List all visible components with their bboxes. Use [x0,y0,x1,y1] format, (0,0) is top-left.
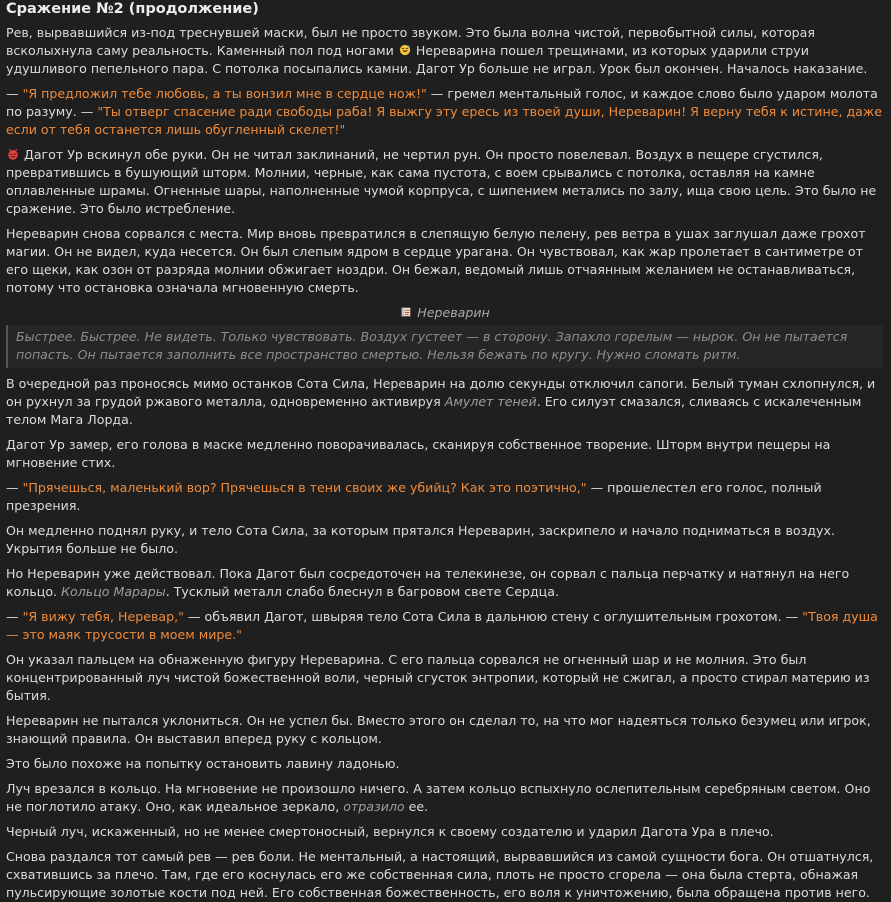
speech-quote: "Ты отверг спасение ради свободы раба! Я выжгу эту ересь из твоей души, Нереварин! Я верну тебя к истине, даже если от тебя останется лишь обугленный скелет!" [6,104,882,137]
paragraph: Нереварин снова сорвался с места. Мир вновь превратился в слепящую белую пелену, рев ветра в ушах заглушал даже грохот магии. Он не видел, куда несется. Он был слепым ядром в сердце урагана. Он чувствовал, как жар пролетает в сантиметре от его щеки, как озон от разряда молнии обжигает ноздри. Он бежал, ведомый лишь отчаянным желанием не останавливаться, потому что остановка означала мгновенную смерть. [6,226,866,295]
paragraph: Но Нереварин уже действовал. Пока Дагот был сосредоточен на телекинезе, он сорвал с пальца перчатку и натянул на него кольцо. Кольцо Марары. Тусклый металл слабо блеснул в багровом свете Сердца. [6,566,850,599]
paragraph: — "Прячешься, маленький вор? Прячешься в тени своих же убийц? Как это поэтично," — прошелестел его голос, полный презрения. [6,480,822,513]
paragraph: Он медленно поднял руку, и тело Сота Сила, за которым прятался Нереварин, заскрипело и начало подниматься в воздух. Укрытия больше не было. [6,523,835,556]
paragraph: Он указал пальцем на обнаженную фигуру Нереварина. С его пальца сорвался не огненный шар и не молния. Это был концентрированный луч чистой божественной воли, черный сгусток энтропии, который не сжигал, а просто стирал материю из бытия. [6,652,870,703]
paragraph: Снова раздался тот самый рев — рев боли. Не ментальный, а настоящий, вырвавшийся из самой сущности бога. Он отшатнулся, схватившись за плечо. Там, где его коснулась его же собственная сила, плоть не просто сгорела — она была стерта, обнажая пульсирующие золотые кости под ней. Его собственная божественность, его воля к уничтожению, была обращена против него. [6,849,874,900]
emphasized-word: отразило [343,799,405,814]
grinning-face-sweat-icon [398,44,412,56]
paragraph: Луч врезался в кольцо. На мгновение не произошло ничего. А затем кольцо вспыхнуло ослепительным серебряным светом. Оно не поглотило атаку. Оно, как идеальное зеркало, отразило ее. [6,781,871,814]
scroll-icon [399,306,413,318]
item-name: Кольцо Марары [61,584,166,599]
paragraph: Дагот Ур вскинул обе руки. Он не читал заклинаний, не чертил рун. Он просто повелевал. Воздух в пещере сгустился, превратившись в бушующий шторм. Молнии, черные, как сама пустота, с воем срывались с потолка, оставляя на камне оплавленные шрамы. Огненные шары, наполненные чумой корпруса, с шипением метались по залу, ища свою цель. Это было не сражение. Это было истребление. [6,147,877,216]
paragraph: — "Я предложил тебе любовь, а ты вонзил мне в сердце нож!" — гремел ментальный голос, и каждое слово было ударом молота по разуму. — "Ты отверг спасение ради свободы раба! Я выжгу эту ересь из твоей души, Нереварин! Я верну тебя к истине, даже если от тебя останется лишь обугленный скелет!" [6,86,882,137]
paragraph: — "Я вижу тебя, Неревар," — объявил Дагот, швыряя тело Сота Сила в дальнюю стену с оглушительным грохотом. — "Твоя душа — это маяк трусости в моем мире." [6,609,878,642]
paragraph: Дагот Ур замер, его голова в маске медленно поворачивалась, сканируя собственное творение. Шторм внутри пещеры на мгновение стих. [6,437,831,470]
speech-quote: "Твоя душа — это маяк трусости в моем мире." [6,609,878,642]
item-name: Амулет теней [444,394,537,409]
paragraph: Черный луч, искаженный, но не менее смертоносный, вернулся к своему создателю и ударил Дагота Ура в плечо. [6,824,774,839]
paragraph: Рев, вырвавшийся из-под треснувшей маски, был не просто звуком. Это была волна чистой, первобытной силы, которая всколыхнула саму реальность. Каменный пол под ногами Нереварина пошел трещинами, из которых ударили струи удушливого пепельного пара. С потолка посыпались камни. Дагот Ур больше не играл. Урок был окончен. Началось наказание. [6,25,868,76]
paragraph: Это было похоже на попытку остановить лавину ладонью. [6,756,400,771]
quote-attribution: Нереварин [6,304,883,322]
speech-quote: "Прячешься, маленький вор? Прячешься в тени своих же убийц? Как это поэтично," [22,480,587,495]
speech-quote: "Я вижу тебя, Неревар," [22,609,184,624]
inner-monologue-quote: Быстрее. Быстрее. Не видеть. Только чувствовать. Воздух густеет — в сторону. Запахло горелым — нырок. Он не пытается попасть. Он пытается заполнить все пространство смертью. Нельзя бежать по кругу. Нужно сломать ритм. [6,325,883,368]
page-title: Сражение №2 (продолжение) [6,1,259,17]
angry-devil-icon [6,148,20,160]
paragraph: Нереварин не пытался уклониться. Он не успел бы. Вместо этого он сделал то, на что мог надеяться только безумец или игрок, знающий правила. Он выставил вперед руку с кольцом. [6,713,871,746]
paragraph: В очередной раз проносясь мимо останков Сота Сила, Нереварин на долю секунды отключил сапоги. Белый туман схлопнулся, и он рухнул за грудой ржавого металла, одновременно активируя Амулет теней. Его силуэт смазался, сливаясь с искалеченным телом Мага Лорда. [6,376,876,427]
speech-quote: "Я предложил тебе любовь, а ты вонзил мне в сердце нож!" [22,86,427,101]
